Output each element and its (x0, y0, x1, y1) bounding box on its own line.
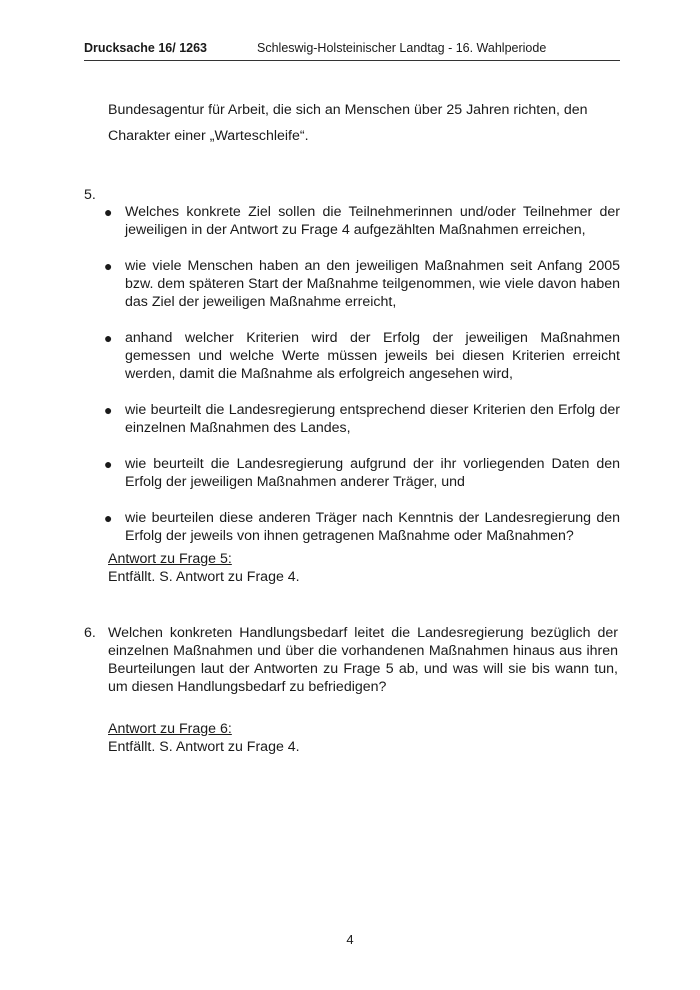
answer-5-label: Antwort zu Frage 5: (108, 551, 232, 567)
question-6-text: Welchen konkreten Handlungsbedarf leitet die Landesregierung bezüglich der einzelnen Maßnahmen und über die vorhandenen Maßnahmen hinaus aus ihren Beurteilungen laut der Antworten zu Frage 5 ab, und was will sie bis wann tun, um diesen Handlungsbedarf zu befriedigen? (108, 625, 618, 695)
bullet-text: wie beurteilen diese anderen Träger nach Kenntnis der Landesregierung den Erfolg der jeweils von ihnen getragenen Maßnahme oder Maßnahmen? (125, 510, 620, 544)
bullet-text: Welches konkrete Ziel sollen die Teilnehmerinnen und/oder Teilnehmer der jeweiligen in der Antwort zu Frage 4 aufgezählten Maßnahmen erreichen, (125, 204, 620, 238)
bullet-icon: ● (104, 204, 113, 220)
bullet-text: wie beurteilt die Landesregierung entsprechend dieser Kriterien den Erfolg der einzelnen Maßnahmen des Landes, (125, 402, 620, 436)
question-6-number: 6. (84, 625, 96, 641)
answer-6-label: Antwort zu Frage 6: (108, 721, 232, 737)
list-item (84, 509, 620, 545)
list-item (84, 455, 620, 491)
parliament-title: Schleswig-Holsteinischer Landtag - 16. Wahlperiode (257, 41, 547, 55)
list-item (84, 257, 620, 311)
bullet-icon: ● (104, 456, 113, 472)
list-item (84, 329, 620, 383)
page-number: 4 (346, 932, 354, 947)
bullet-icon: ● (104, 402, 113, 418)
bullet-icon: ● (104, 510, 113, 526)
bullet-text: anhand welcher Kriterien wird der Erfolg der jeweiligen Maßnahmen gemessen und welche Werte müssen jeweils bei diesen Kriterien erreicht werden, damit die Maßnahme als erfolgreich angesehen wird, (125, 330, 620, 382)
list-item (84, 401, 620, 437)
question-5-number: 5. (84, 187, 96, 203)
answer-5-text: Entfällt. S. Antwort zu Frage 4. (108, 569, 300, 585)
bullet-text: wie viele Menschen haben an den jeweiligen Maßnahmen seit Anfang 2005 bzw. dem späteren Start der Maßnahme teilgenommen, wie viele davon haben das Ziel der jeweiligen Maßnahme erreicht, (125, 258, 620, 310)
intro-paragraph: Bundesagentur für Arbeit, die sich an Menschen über 25 Jahren richten, den Charakter einer „Warteschleife“. (108, 102, 588, 144)
question-5-bullet-list (84, 203, 620, 563)
bullet-icon: ● (104, 258, 113, 274)
bullet-text: wie beurteilt die Landesregierung aufgrund der ihr vorliegenden Daten den Erfolg der jeweiligen Maßnahmen anderer Träger, und (125, 456, 620, 490)
answer-6-text: Entfällt. S. Antwort zu Frage 4. (108, 739, 300, 755)
page-header (84, 40, 620, 61)
bullet-icon: ● (104, 330, 113, 346)
list-item (84, 203, 620, 239)
document-number: Drucksache 16/ 1263 (84, 41, 208, 55)
